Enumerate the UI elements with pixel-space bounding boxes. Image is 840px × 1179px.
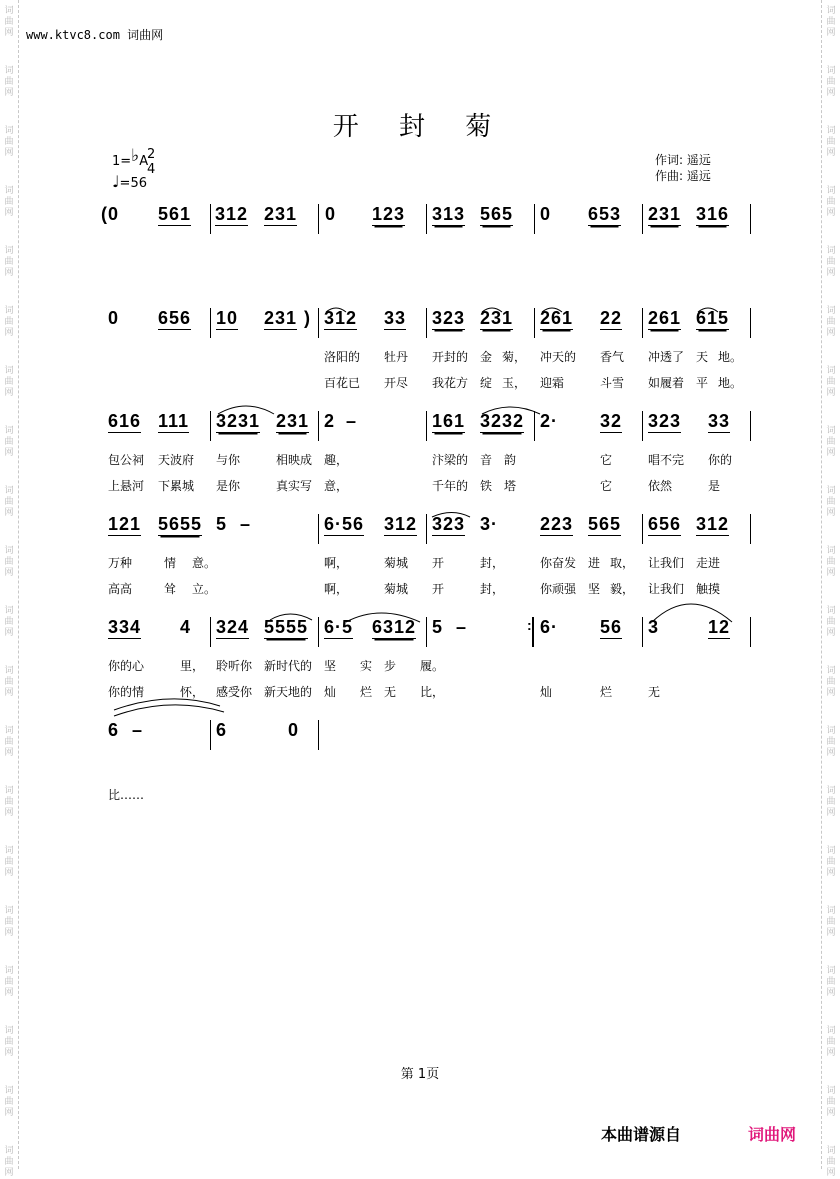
lyric: 你奋发 (540, 556, 577, 570)
barline (642, 514, 643, 544)
watermark-text: 词 曲 网 (4, 666, 14, 698)
note-group: 3· (480, 514, 499, 534)
lyric: 比…… (108, 788, 145, 802)
lyricist: 作词: 遥远 (655, 153, 711, 167)
watermark-text: 词 曲 网 (4, 846, 14, 878)
note-group: 0 (325, 204, 337, 224)
barline (750, 514, 751, 544)
barline (210, 308, 211, 338)
watermark-text: 词 曲 网 (826, 1026, 836, 1058)
lyric: 意。 (192, 556, 217, 570)
note-group: 5 (432, 617, 444, 637)
lyric: 怀， (180, 685, 205, 699)
watermark-text: 词 曲 网 (826, 366, 836, 398)
watermark-text: 词 曲 网 (4, 6, 14, 38)
barline (642, 617, 643, 647)
key-signature (112, 146, 149, 170)
note-group: 312 (324, 308, 358, 328)
note-group: 324 (216, 617, 250, 637)
lyric: 你的 (708, 453, 733, 467)
watermark-text: 词 曲 网 (826, 246, 836, 278)
watermark-text: 词 曲 网 (826, 306, 836, 338)
lyric: 冲透了 (648, 350, 685, 364)
watermark-text: 词 曲 网 (826, 6, 836, 38)
lyric: 迎霜 (540, 376, 565, 390)
watermark-text: 词 曲 网 (4, 786, 14, 818)
lyric: 进 (588, 556, 601, 570)
barline (534, 411, 535, 441)
lyric: 地。 (718, 350, 743, 364)
time-signature (147, 147, 155, 177)
lyric: 依然 (648, 479, 673, 493)
watermark-text: 词 曲 网 (4, 606, 14, 638)
lyric: 金 (480, 350, 493, 364)
barline (642, 308, 643, 338)
note-group: 334 (108, 617, 142, 637)
note-group: 22 (600, 308, 623, 328)
watermark-text: 词 曲 网 (826, 666, 836, 698)
watermark-text: 词 曲 网 (4, 186, 14, 218)
watermark-text: 词 曲 网 (826, 726, 836, 758)
lyric: 下累城 (158, 479, 195, 493)
note-group: 656 (158, 308, 192, 328)
lyric: 我花方 (432, 376, 469, 390)
lyric: 开封的 (432, 350, 469, 364)
note-group: 111 (158, 411, 190, 431)
watermark-text: 词 曲 网 (4, 366, 14, 398)
note-group: 231 (480, 308, 514, 328)
lyric: 立。 (192, 582, 217, 596)
note-group: 565 (588, 514, 622, 534)
watermark-text: 词 曲 网 (826, 846, 836, 878)
watermark-text: 词 曲 网 (4, 966, 14, 998)
note-group: 5655 (158, 514, 203, 534)
watermark-text: 词 曲 网 (4, 1026, 14, 1058)
note-group: 561 (158, 204, 192, 224)
lyric: 开 (432, 556, 445, 570)
lyric: 新天地的 (264, 685, 313, 699)
barline (750, 204, 751, 234)
barline (318, 720, 319, 750)
note-group: 616 (108, 411, 142, 431)
lyric: 新时代的 (264, 659, 313, 673)
note-group: 3232 (480, 411, 525, 431)
barline (426, 204, 427, 234)
lyric: 菊城 (384, 582, 409, 596)
site-header[interactable] (26, 26, 163, 43)
barline (426, 514, 427, 544)
note-group: 0 (288, 720, 300, 740)
lyric: 你的心 (108, 659, 145, 673)
lyric: 高高 (108, 582, 133, 596)
lyric: 履。 (420, 659, 445, 673)
lyric: 你顽强 (540, 582, 577, 596)
note-group: 615 (696, 308, 730, 328)
lyric: 斗雪 (600, 376, 625, 390)
lyric: 平 (696, 376, 709, 390)
watermark-text: 词 曲 网 (826, 486, 836, 518)
note-group: – (456, 617, 468, 637)
barline (210, 204, 211, 234)
barline (210, 617, 211, 647)
barline (210, 411, 211, 441)
watermark-text: 词 曲 网 (826, 66, 836, 98)
score-row-2 (0, 308, 840, 398)
lyric: 开 (432, 582, 445, 596)
note-group: 323 (648, 411, 682, 431)
lyric: 是你 (216, 479, 241, 493)
source-label: 本曲谱源自 (601, 1125, 682, 1144)
note-group: 312 (384, 514, 418, 534)
score-row-5 (0, 617, 840, 707)
note-group: 323 (432, 514, 466, 534)
note-group: 6· (540, 617, 559, 637)
watermark-text: 词 曲 网 (4, 906, 14, 938)
note-group: 656 (648, 514, 682, 534)
watermark-text: 词 曲 网 (826, 606, 836, 638)
lyric: 韵 (504, 453, 517, 467)
barline (750, 411, 751, 441)
lyric: 开尽 (384, 376, 409, 390)
watermark-text: 词 曲 网 (826, 786, 836, 818)
note-group: 0 (108, 308, 120, 328)
lyric: 菊城 (384, 556, 409, 570)
barline (210, 720, 211, 750)
note-group: (0 (101, 204, 120, 224)
barline (318, 411, 319, 441)
note-group: 32 (600, 411, 623, 431)
note-group: ) (304, 308, 311, 328)
lyric: 触摸 (696, 582, 721, 596)
note-group: 161 (432, 411, 466, 431)
note-group: 0 (540, 204, 552, 224)
note-group: 6312 (372, 617, 417, 637)
lyric: 实 (360, 659, 373, 673)
lyric: 让我们 (648, 556, 685, 570)
lyric: 烂 (600, 685, 613, 699)
site-logo[interactable]: 词曲网 (748, 1125, 797, 1144)
lyric: 百花已 (324, 376, 361, 390)
note-group: 261 (540, 308, 574, 328)
barline (750, 308, 751, 338)
barline (534, 204, 535, 234)
note-group: – (132, 720, 144, 740)
note-group: 123 (372, 204, 406, 224)
key-prefix: 1= (112, 154, 132, 169)
lyric: 灿 (324, 685, 337, 699)
lyric: 汴梁的 (432, 453, 469, 467)
tempo-marking (112, 172, 147, 191)
lyric: 无 (648, 685, 661, 699)
note-group: 121 (108, 514, 142, 534)
lyric: 天 (696, 350, 709, 364)
lyric: 真实写 (276, 479, 313, 493)
note-group: – (346, 411, 358, 431)
note-group: 3231 (216, 411, 261, 431)
lyric: 烂 (360, 685, 373, 699)
page-number: 第 1页 (400, 1067, 440, 1082)
watermark-text: 词 曲 网 (4, 1086, 14, 1118)
credits (655, 152, 711, 184)
lyric: 聆听你 (216, 659, 253, 673)
lyric: 万种 (108, 556, 133, 570)
lyric: 里， (180, 659, 205, 673)
note-group: – (240, 514, 252, 534)
lyric: 音 (480, 453, 493, 467)
barline (318, 308, 319, 338)
lyric: 塔 (504, 479, 517, 493)
lyric: 封， (480, 582, 505, 596)
note-group: 231 (264, 204, 298, 224)
note-group: 565 (480, 204, 514, 224)
lyric: 封， (480, 556, 505, 570)
lyric: 耸 (164, 582, 177, 596)
time-sig-bottom: 4 (147, 162, 156, 177)
watermark-text: 词 曲 网 (826, 1146, 836, 1178)
lyric: 上悬河 (108, 479, 145, 493)
watermark-text: 词 曲 网 (4, 126, 14, 158)
watermark-text: 词 曲 网 (826, 1086, 836, 1118)
watermark-text: 词 曲 网 (4, 1146, 14, 1178)
barline (642, 204, 643, 234)
lyric: 无 (384, 685, 397, 699)
lyric: 与你 (216, 453, 241, 467)
song-title: 开 封 菊 (332, 112, 508, 142)
lyric: 啊， (324, 582, 349, 596)
note-group: 33 (708, 411, 731, 431)
score-row-1 (0, 204, 840, 244)
lyric: 坚 (324, 659, 337, 673)
note-group: 2· (540, 411, 559, 431)
lyric: 牡丹 (384, 350, 409, 364)
lyric: 步 (384, 659, 397, 673)
barline (318, 514, 319, 544)
note-group: 653 (588, 204, 622, 224)
note-group: 231 (648, 204, 682, 224)
lyric: 菊， (502, 350, 527, 364)
lyric: 感受你 (216, 685, 253, 699)
lyric: 铁 (480, 479, 493, 493)
note-group: 313 (432, 204, 466, 224)
note-group: 4 (180, 617, 192, 637)
note-group: 312 (696, 514, 730, 534)
lyric: 天波府 (158, 453, 195, 467)
lyric: 趣， (324, 453, 349, 467)
note-group: 6·56 (324, 514, 365, 534)
watermark-text: 词 曲 网 (826, 546, 836, 578)
note-group: 323 (432, 308, 466, 328)
site-url[interactable]: www.ktvc8.com (26, 28, 120, 42)
watermark-text: 词 曲 网 (826, 906, 836, 938)
lyric: 取， (610, 556, 635, 570)
barline (318, 617, 319, 647)
note-group: 261 (648, 308, 682, 328)
flat-symbol: ♭ (131, 146, 140, 166)
lyric: 唱不完 (648, 453, 685, 467)
barline (426, 411, 427, 441)
note-group: 312 (215, 204, 249, 224)
note-group: 5 (216, 514, 228, 534)
lyric: 如履着 (648, 376, 685, 390)
lyric: 洛阳的 (324, 350, 361, 364)
score-row-3 (0, 411, 840, 501)
watermark-text: 词 曲 网 (826, 426, 836, 458)
note-group: 33 (384, 308, 407, 328)
note-group: 223 (540, 514, 574, 534)
lyric: 绽 (480, 376, 493, 390)
repeat-dots: : (527, 617, 533, 633)
lyric: 地。 (718, 376, 743, 390)
lyric: 走进 (696, 556, 721, 570)
lyric: 意， (324, 479, 349, 493)
note-group: 5555 (264, 617, 309, 637)
note-group: 316 (696, 204, 730, 224)
barline (426, 308, 427, 338)
barline (534, 308, 535, 338)
barline (750, 617, 751, 647)
lyric: 你的情 (108, 685, 145, 699)
note-group: 231 (264, 308, 298, 328)
lyric: 情 (164, 556, 177, 570)
note-group: 10 (216, 308, 239, 328)
tempo-value: =56 (119, 176, 147, 191)
barline (318, 204, 319, 234)
lyric: 玉， (502, 376, 527, 390)
barline (642, 411, 643, 441)
watermark-text: 词 曲 网 (826, 186, 836, 218)
site-name: 词曲网 (127, 28, 164, 42)
note-group: 6·5 (324, 617, 354, 637)
note-group: 6 (216, 720, 228, 740)
quarter-note-icon: ♩ (112, 172, 120, 191)
lyric: 香气 (600, 350, 625, 364)
score-row-4 (0, 514, 840, 604)
note-group: 6 (108, 720, 120, 740)
watermark-text: 词 曲 网 (4, 306, 14, 338)
note-group: 231 (276, 411, 310, 431)
time-sig-top: 2 (147, 147, 156, 162)
watermark-text: 词 曲 网 (826, 966, 836, 998)
score-row-6 (0, 720, 840, 810)
lyric: 它 (600, 453, 613, 467)
key-note: A (139, 154, 149, 169)
barline (426, 617, 427, 647)
note-group: 3 (648, 617, 660, 637)
watermark-text: 词 曲 网 (4, 726, 14, 758)
lyric: 比， (420, 685, 445, 699)
note-group: 2 (324, 411, 336, 431)
lyric: 它 (600, 479, 613, 493)
lyric: 包公祠 (108, 453, 145, 467)
lyric: 毅， (610, 582, 635, 596)
lyric: 让我们 (648, 582, 685, 596)
watermark-text: 词 曲 网 (4, 546, 14, 578)
watermark-text: 词 曲 网 (826, 126, 836, 158)
note-group: 56 (600, 617, 623, 637)
watermark-text: 词 曲 网 (4, 426, 14, 458)
watermark-text: 词 曲 网 (4, 486, 14, 518)
note-group: 12 (708, 617, 731, 637)
lyric: 啊， (324, 556, 349, 570)
composer: 作曲: 遥远 (655, 169, 711, 183)
lyric: 千年的 (432, 479, 469, 493)
watermark-text: 词 曲 网 (4, 246, 14, 278)
watermark-text: 词 曲 网 (4, 66, 14, 98)
lyric: 冲天的 (540, 350, 577, 364)
lyric: 是 (708, 479, 721, 493)
lyric: 相映成 (276, 453, 313, 467)
lyric: 坚 (588, 582, 601, 596)
lyric: 灿 (540, 685, 553, 699)
